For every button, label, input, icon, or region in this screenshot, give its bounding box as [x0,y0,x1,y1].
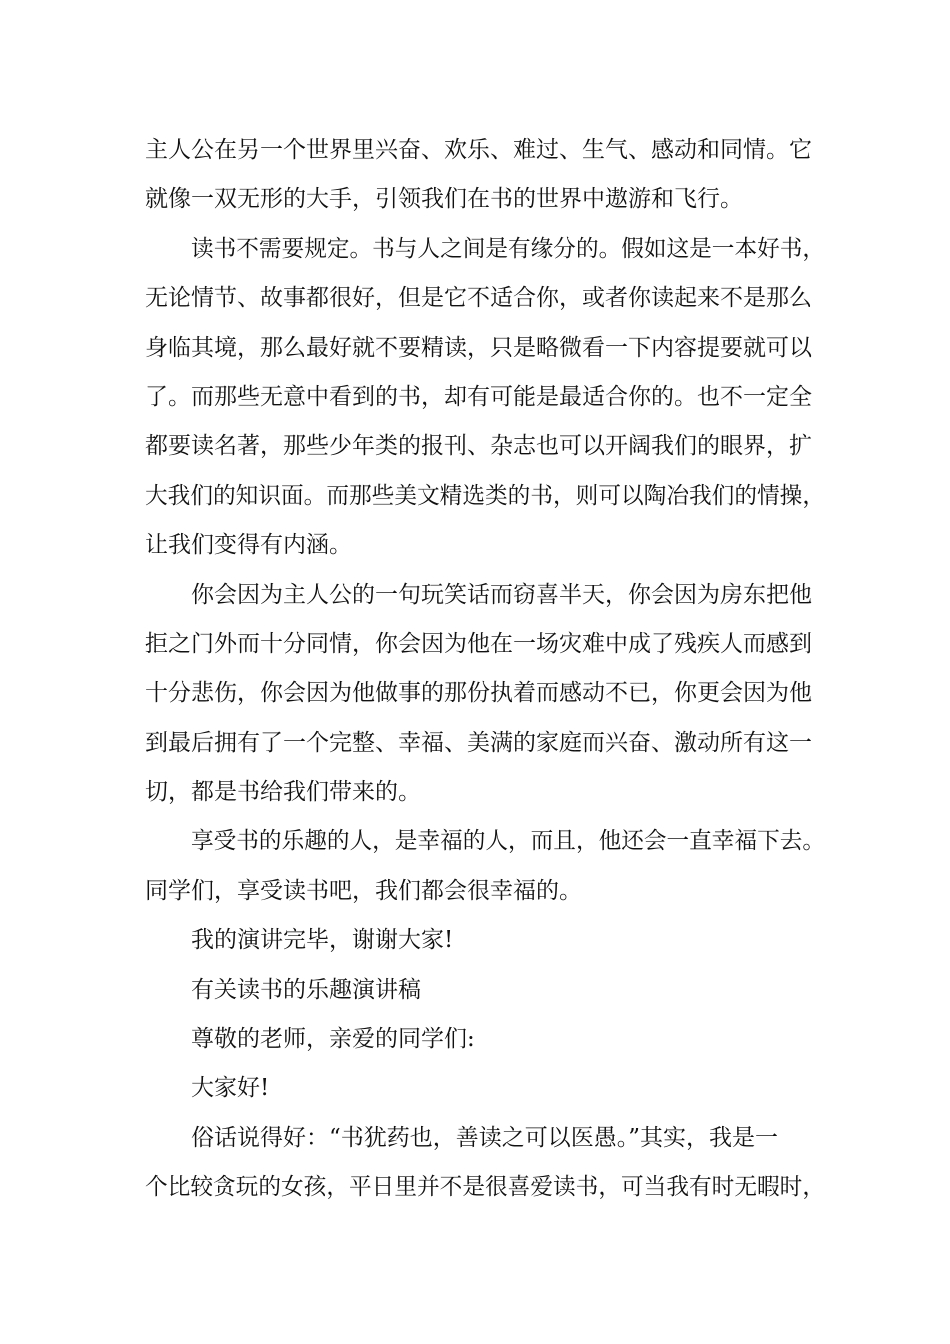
text-line: 了。而那些无意中看到的书，却有可能是最适合你的。也不一定全 [145,383,812,410]
paragraph-start-line: 享受书的乐趣的人，是幸福的人，而且，他还会一直幸福下去。 [191,828,825,855]
text-line: 大我们的知识面。而那些美文精选类的书，则可以陶冶我们的情操， [145,482,825,509]
paragraph-start-line: 俗话说得好：“书犹药也，善读之可以医愚。”其实，我是一 [191,1124,779,1151]
closing-line: 我的演讲完毕，谢谢大家! [191,927,454,954]
text-line: 都要读名著，那些少年类的报刊、杂志也可以开阔我们的眼界，扩 [145,433,812,460]
text-line: 同学们，享受读书吧，我们都会很幸福的。 [145,877,582,904]
section-title: 有关读书的乐趣演讲稿 [191,976,421,1003]
paragraph-start-line: 读书不需要规定。书与人之间是有缘分的。假如这是一本好书， [191,235,825,262]
text-line: 身临其境，那么最好就不要精读，只是略微看一下内容提要就可以 [145,334,812,361]
text-line: 让我们变得有内涵。 [145,532,352,559]
text-line: 十分悲伤，你会因为他做事的那份执着而感动不已，你更会因为他 [145,680,812,707]
text-line: 无论情节、故事都很好，但是它不适合你，或者你读起来不是那么 [145,285,812,312]
text-line: 个比较贪玩的女孩，平日里并不是很喜爱读书，可当我有时无暇时， [145,1174,825,1201]
document-body [145,126,825,1213]
text-line: 主人公在另一个世界里兴奋、欢乐、难过、生气、感动和同情。它 [145,137,812,163]
text-line: 切，都是书给我们带来的。 [145,779,421,806]
paragraph-start-line: 你会因为主人公的一句玩笑话而窃喜半天，你会因为房东把他 [191,581,812,608]
text-line: 就像一双无形的大手，引领我们在书的世界中遨游和飞行。 [145,186,743,213]
text-line: 拒之门外而十分同情，你会因为他在一场灾难中成了残疾人而感到 [145,630,812,657]
salutation: 尊敬的老师，亲爱的同学们: [191,1026,475,1053]
text-line: 到最后拥有了一个完整、幸福、美满的家庭而兴奋、激动所有这一 [145,729,812,756]
greeting: 大家好! [191,1075,270,1102]
